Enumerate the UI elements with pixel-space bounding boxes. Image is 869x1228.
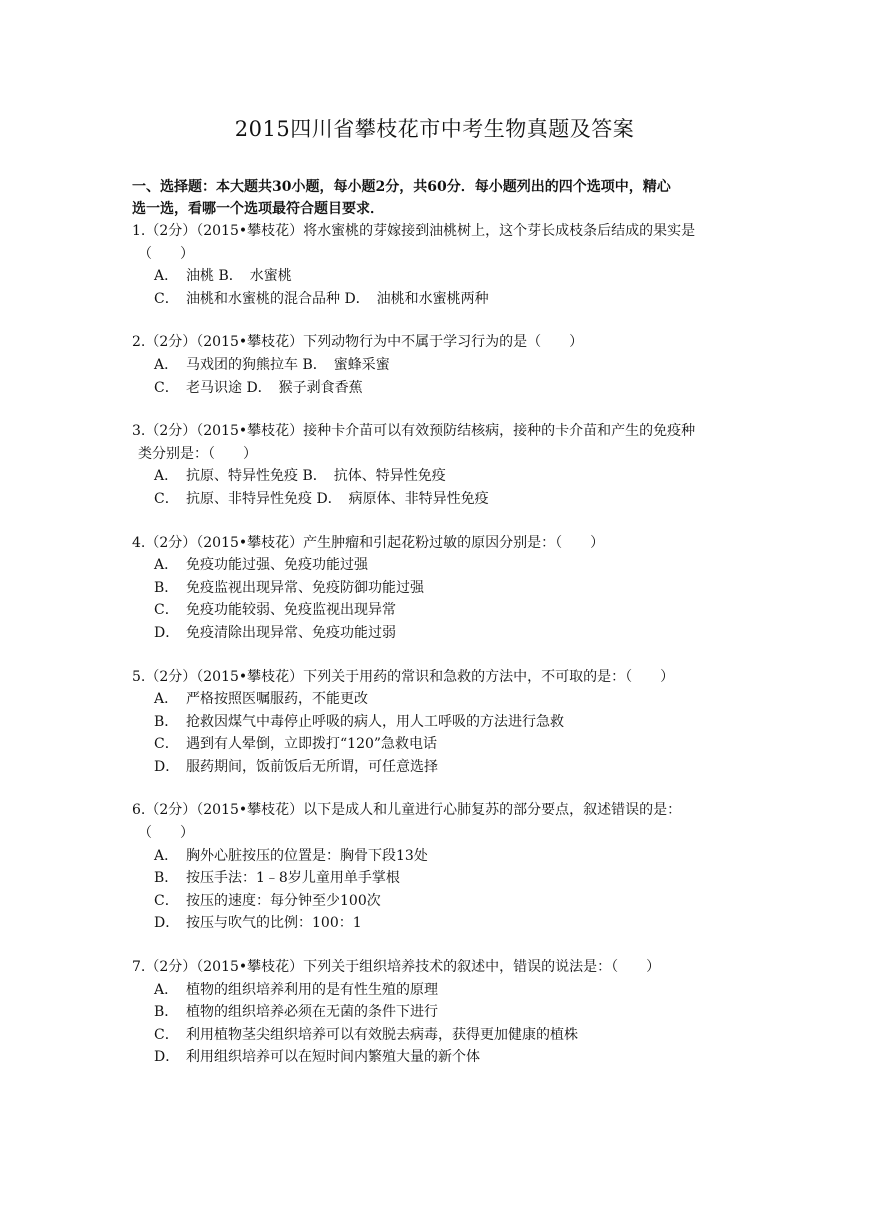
question-stem-continuation: （ ）	[138, 825, 194, 842]
option-line	[132, 354, 744, 377]
option-letter: B．	[154, 1004, 179, 1021]
option-text: 服药期间，饭前饭后无所谓，可任意选择	[186, 758, 438, 775]
option-letter: D．	[154, 915, 180, 932]
option-text: 马戏团的狗熊拉车 B． 蜜蜂采蜜	[186, 356, 390, 373]
question-stem: 2.（2分）（2015•攀枝花）下列动物行为中不属于学习行为的是（ ）	[132, 334, 584, 351]
question-1	[132, 220, 744, 310]
option-line	[132, 377, 744, 400]
section-heading-line-2: 选一选，看哪一个选项最符合题目要求．	[132, 201, 384, 217]
section-heading-line-1: 一、选择题：本大题共30小题，每小题2分，共60分．每小题列出的四个选项中，精心	[132, 179, 671, 195]
option-text: 按压的速度：每分钟至少100次	[186, 892, 381, 909]
option-text: 按压与吹气的比例：100：1	[186, 915, 362, 932]
option-line	[132, 599, 744, 622]
question-stem: 4.（2分）（2015•攀枝花）产生肿瘤和引起花粉过敏的原因分别是：（ ）	[132, 534, 605, 551]
question-2	[132, 331, 744, 399]
option-line	[132, 1024, 744, 1047]
question-stem: 6.（2分）（2015•攀枝花）以下是成人和儿童进行心肺复苏的部分要点，叙述错误的是：	[132, 802, 682, 819]
option-line	[132, 688, 744, 711]
option-text: 免疫功能过强、免疫功能过强	[186, 557, 368, 574]
option-text: 抢救因煤气中毒停止呼吸的病人，用人工呼吸的方法进行急救	[186, 713, 564, 730]
option-line	[132, 1001, 744, 1024]
option-text: 免疫清除出现异常、免疫功能过弱	[186, 624, 396, 641]
option-text: 胸外心脏按压的位置是：胸骨下段13处	[186, 847, 428, 864]
option-letter: B．	[154, 579, 179, 596]
question-5	[132, 666, 744, 779]
option-line	[132, 265, 744, 288]
option-letter: C．	[154, 1026, 179, 1043]
question-3	[132, 420, 744, 510]
question-stem-continuation: （ ）	[138, 245, 194, 262]
option-text: 老马识途 D． 猴子剥食香蕉	[186, 379, 363, 396]
option-letter: C．	[154, 892, 179, 909]
option-text: 免疫功能较弱、免疫监视出现异常	[186, 602, 396, 619]
option-text: 严格按照医嘱服药，不能更改	[186, 691, 368, 708]
option-letter: B．	[154, 713, 179, 730]
option-line	[132, 733, 744, 756]
question-stem-continuation: 类分别是：（ ）	[138, 445, 257, 462]
option-letter: B．	[154, 870, 179, 887]
question-stem: 3.（2分）（2015•攀枝花）接种卡介苗可以有效预防结核病，接种的卡介苗和产生的免疫种	[132, 423, 696, 440]
option-text: 抗原、特异性免疫 B． 抗体、特异性免疫	[186, 468, 446, 485]
question-6	[132, 799, 744, 935]
option-text: 按压手法：1﹣8岁儿童用单手掌根	[186, 870, 400, 887]
option-line	[132, 465, 744, 488]
option-line	[132, 577, 744, 600]
option-letter: A．	[154, 468, 179, 485]
option-letter: A．	[154, 557, 179, 574]
option-line	[132, 912, 744, 935]
option-letter: D．	[154, 624, 180, 641]
option-text: 植物的组织培养必须在无菌的条件下进行	[186, 1004, 438, 1021]
option-letter: C．	[154, 379, 179, 396]
option-letter: A．	[154, 847, 179, 864]
option-letter: C．	[154, 490, 179, 507]
option-line	[132, 867, 744, 890]
option-line	[132, 979, 744, 1002]
question-stem: 5.（2分）（2015•攀枝花）下列关于用药的常识和急救的方法中，不可取的是：（ ）	[132, 668, 675, 685]
option-line	[132, 1046, 744, 1069]
question-stem: 1.（2分）（2015•攀枝花）将水蜜桃的芽嫁接到油桃树上，这个芽长成枝条后结成的果实是	[132, 223, 696, 239]
option-letter: A．	[154, 356, 179, 373]
question-list	[132, 220, 744, 1090]
option-line	[132, 756, 744, 779]
option-letter: C．	[154, 736, 179, 753]
question-7	[132, 956, 744, 1069]
option-line	[132, 890, 744, 913]
question-4	[132, 532, 744, 645]
option-text: 利用组织培养可以在短时间内繁殖大量的新个体	[186, 1049, 480, 1066]
option-letter: C．	[154, 290, 179, 307]
option-letter: A．	[154, 981, 179, 998]
option-line	[132, 554, 744, 577]
option-letter: C．	[154, 602, 179, 619]
option-text: 抗原、非特异性免疫 D． 病原体、非特异性免疫	[186, 490, 489, 507]
option-line	[132, 845, 744, 868]
question-stem: 7.（2分）（2015•攀枝花）下列关于组织培养技术的叙述中，错误的说法是：（ ）	[132, 959, 661, 976]
option-text: 油桃和水蜜桃的混合品种 D． 油桃和水蜜桃两种	[186, 290, 489, 307]
option-letter: D．	[154, 758, 180, 775]
option-text: 植物的组织培养利用的是有性生殖的原理	[186, 981, 438, 998]
option-letter: A．	[154, 691, 179, 708]
option-text: 利用植物茎尖组织培养可以有效脱去病毒，获得更加健康的植株	[186, 1026, 578, 1043]
document-title: 2015四川省攀枝花市中考生物真题及答案	[234, 117, 635, 141]
option-line	[132, 488, 744, 511]
section-heading	[132, 176, 742, 220]
option-letter: A．	[154, 268, 179, 285]
option-text: 免疫监视出现异常、免疫防御功能过强	[186, 579, 424, 596]
option-text: 遇到有人晕倒，立即拨打“120”急救电话	[186, 736, 438, 753]
option-line	[132, 711, 744, 734]
option-line	[132, 622, 744, 645]
option-text: 油桃 B． 水蜜桃	[186, 268, 292, 285]
option-letter: D．	[154, 1049, 180, 1066]
option-line	[132, 288, 744, 311]
